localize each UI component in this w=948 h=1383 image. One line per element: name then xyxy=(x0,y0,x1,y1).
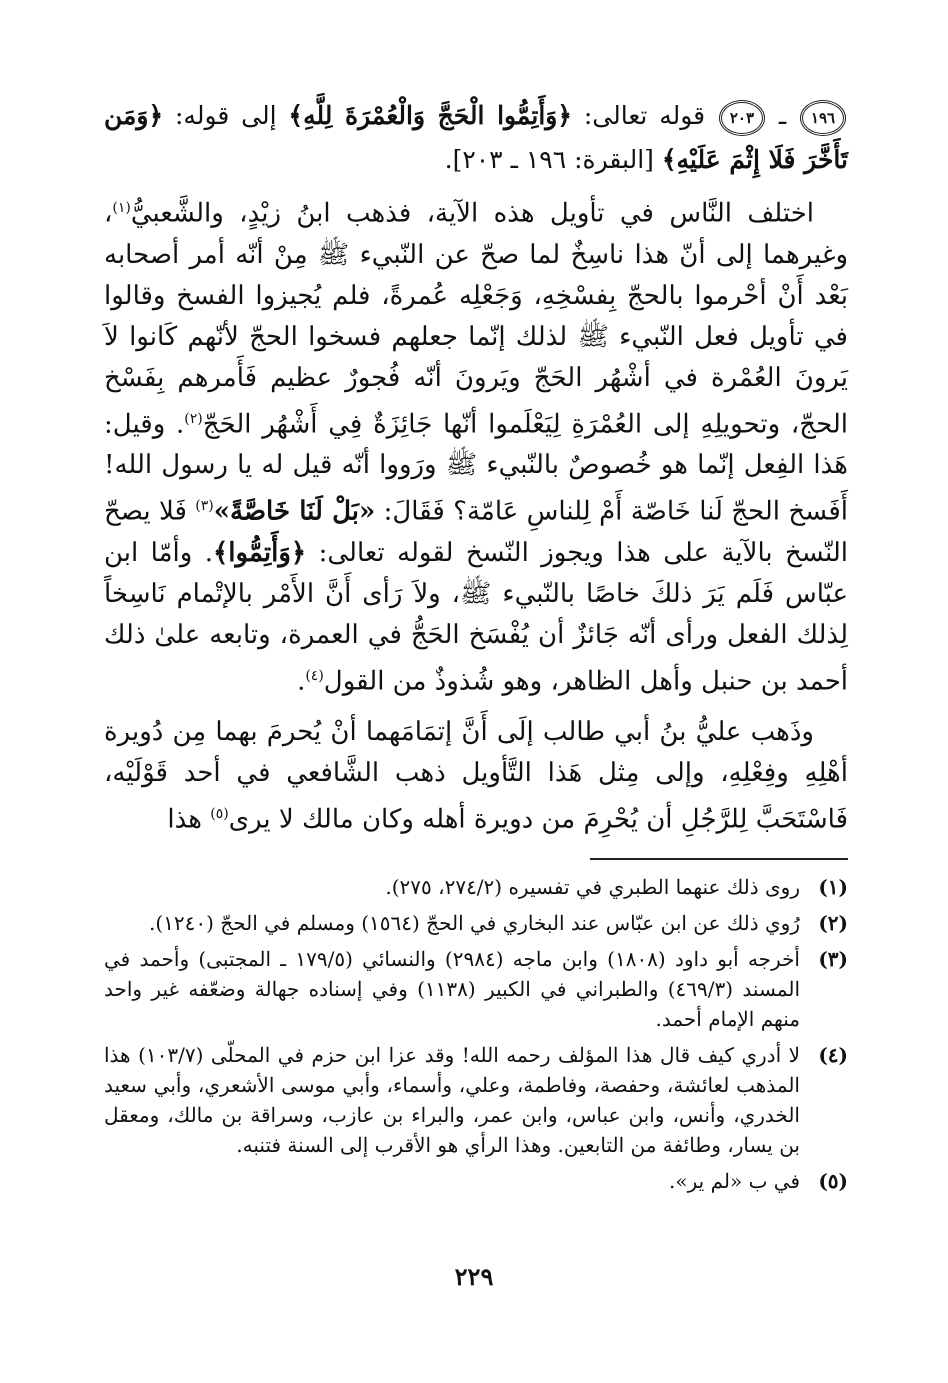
footnote xyxy=(104,1166,848,1196)
heading-text: إلى قوله: xyxy=(163,101,289,130)
paragraph xyxy=(104,712,848,841)
footnote xyxy=(104,1040,848,1160)
footnote xyxy=(104,908,848,938)
footnote-number: (٥) xyxy=(818,1169,848,1193)
text-span: . وقيل: هَذا الفِعل إنّما هو خُصوصٌ بالنّبيء ﷺ ورَووا أنّه قيل له يا رسول الله! أَفَسخ الحجّ لَنا خَاصّة أَمْ لِلناسِ عَامّة؟ فَقَالَ: xyxy=(104,409,848,527)
page-number: ٢٢٩ xyxy=(454,1262,494,1291)
footnote-ref: (٤) xyxy=(305,667,324,684)
quran-verse: ﴿وَمَن تَأَخَّرَ فَلَا إِثْمَ عَلَيْهِ﴾ xyxy=(104,101,848,174)
footnote-text: روى ذلك عنهما الطبري في تفسيره (٢٧٤/٢، ٢٧٥). xyxy=(385,875,800,899)
heading-dash: ـ xyxy=(766,101,798,130)
verse-number-badge-start: ١٩٦ xyxy=(800,100,846,136)
text-span: وذَهب عليُّ بنُ أبي طالب إلَى أَنَّ إتمَامَهما أنْ يُحرمَ بهما مِن دُويرة أهْلِهِ وفِعْلِهِ، وإلى مِثل هَذا التَّأويل ذهب الشَّافعي في أحد قَوْلَيْه، فَاسْتَحَبَّ لِلرَّجُلِ أن يُحْرِمَ من دويرة أهله وكان مالك لا يرى xyxy=(104,717,848,835)
footnote-number: (١) xyxy=(818,875,848,899)
footnote-text: رُوي ذلك عن ابن عبّاس عند البخاري في الحجّ (١٥٦٤) ومسلم في الحجّ (١٢٤٠). xyxy=(149,911,800,935)
footnote-ref: (٣) xyxy=(195,498,214,515)
footnote-number: (٤) xyxy=(818,1043,848,1067)
footnote-number: (٢) xyxy=(818,911,848,935)
quran-verse: ﴿وَأَتِمُّوا﴾ xyxy=(213,537,307,568)
footnotes xyxy=(104,872,848,1202)
verse-reference: [البقرة: ١٩٦ ـ ٢٠٣]. xyxy=(444,145,662,174)
text-span: اختلف النَّاس في تأويل هذه الآية، فذهب ابنُ زيْدٍ، والشَّعبيُّ xyxy=(130,198,814,229)
footnote-separator xyxy=(590,858,848,860)
text-span: . وأمّا ابن عبّاس فَلَم يَرَ ذلكَ خاصًا بالنّبيء ﷺ، ولاَ رَأى أَنَّ الأَمْر بالإتْمام نَاسِخاً لِذلك الفعل ورأى أنّه جَائزٌ أن يُفْسَخ الحَجُّ في العمرة، وتابعه علىٰ ذلك أحمد بن حنبل وأهل الظاهر، وهو شُذوذٌ من القول xyxy=(104,537,848,697)
text-span: هذا xyxy=(167,804,211,835)
verse-heading xyxy=(104,94,848,182)
heading-text: قوله تعالى: xyxy=(572,101,717,130)
footnote-text: في ب «لم ير». xyxy=(669,1169,800,1193)
paragraph xyxy=(104,188,848,703)
footnote-ref: (٥) xyxy=(210,806,229,822)
quran-verse: ﴿وَأَتِمُّوا الْحَجَّ وَالْعُمْرَةَ لِلَّهِ﴾ xyxy=(288,101,573,130)
footnote xyxy=(104,872,848,902)
verse-number-badge-end: ٢٠٣ xyxy=(719,100,765,136)
footnote-ref: (٢) xyxy=(184,410,203,427)
text-span: ، وغيرهما إلى أنّ هذا ناسِخٌ لما صحّ عن النّبيء ﷺ مِنْ أنّه أمر أصحابه بَعْد أَنْ أحْرموا بالحجّ بِفسْخِهِ، وَجَعْلِه عُمرةً، فلم يُجيزوا الفسخ وقالوا في تأويل فعل النّبيء ﷺ لذلك إنّما جعلهم فسخوا الحجّ لأنّهم كَانوا لاَ يَرونَ العُمْرة في أشْهُر الحَجّ ويَرونَ أنّه فُجورٌ عظيم فَأَمرهم بِفَسْخ الحجّ، وتحويلِهِ إلى العُمْرَةِ لِيَعْلَموا أنّها جَائِزَةٌ فِي أَشْهُر الحَجّ xyxy=(104,198,848,440)
hadith-quote: «بَلْ لَنَا خَاصَّةً» xyxy=(213,496,376,527)
footnote-ref: (١) xyxy=(112,200,131,216)
text-span: فَلا يصحّ النّسخ بالآية على هذا ويجوز النّسخ لقوله تعالى: xyxy=(104,496,848,568)
footnote-text: لا أدري كيف قال هذا المؤلف رحمه الله! وقد عزا ابن حزم في المحلّى (١٠٣/٧) هذا المذهب لعائشة، وحفصة، وفاطمة، وعلي، وأسماء، وأبي موسى الأشعري، وأبي سعيد الخدري، وأنس، وابن عباس، وابن عمر، والبراء بن عازب، وسراقة بن مالك، ومعقل بن يسار، وطائفة من التابعين. وهذا الرأي هو الأقرب إلى السنة فتنبه. xyxy=(104,1043,801,1157)
footnote-number: (٣) xyxy=(818,947,848,971)
footnote-text: أخرجه أبو داود (١٨٠٨) وابن ماجه (٢٩٨٤) والنسائي (١٧٩/٥ ـ المجتبى) وأحمد في المسند (٤٦٩/٣) والطبراني في الكبير (١١٣٨) وفي إسناده جهالة وضعّفه غير واحد منهم الإمام أحمد. xyxy=(104,947,800,1031)
text-span: . xyxy=(297,666,306,697)
footnote xyxy=(104,944,848,1034)
